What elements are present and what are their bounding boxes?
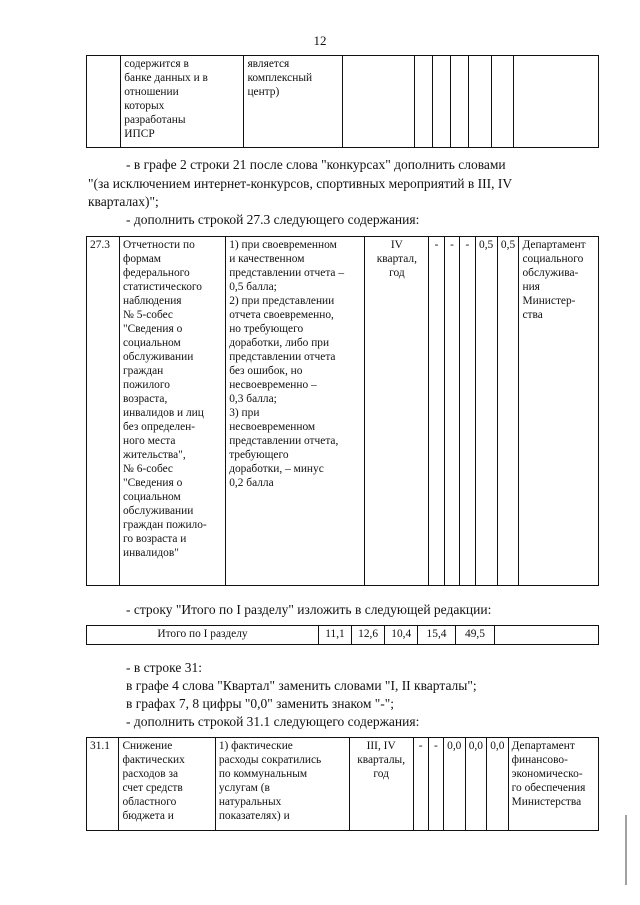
table-row xyxy=(87,237,599,586)
period: IV квартал, год xyxy=(365,237,429,586)
total-value: 12,6 xyxy=(352,626,385,645)
indicator-name: Снижение фактических расходов за счет средств областного бюджета и xyxy=(119,738,215,831)
paragraph-line: кварталах)"; xyxy=(88,194,159,209)
indicator-criteria: 1) при своевременном и качественном представлении отчета – 0,5 балла; 2) при представлении отчета своевременно, но требующего доработки, либо при представлении отчета без ошибок, но несвоевременно – 0,3 балла; 3) при несвоевременном представлении отчета, требующего доработки, – минус 0,2 балла xyxy=(226,237,365,586)
paragraph-line: - в строке 31: xyxy=(126,660,203,675)
cell-description: содержится в банке данных и в отношении которых разработаны ИПСР xyxy=(121,56,244,148)
paragraph-line: - строку "Итого по I разделу" изложить в следующей редакции: xyxy=(126,602,492,617)
value-cell: 0,5 xyxy=(497,237,519,586)
paragraph-line: - дополнить строкой 31.1 следующего содержания: xyxy=(126,714,420,729)
value-cell: 0,0 xyxy=(487,738,509,831)
table-row-27-3 xyxy=(86,236,599,586)
value-cell: - xyxy=(428,738,443,831)
paragraph-line: - дополнить строкой 27.3 следующего содержания: xyxy=(126,212,420,227)
scan-edge-mark xyxy=(625,815,627,885)
paragraph-line: в графе 4 слова "Квартал" заменить словами "I, II кварталы"; xyxy=(126,678,477,693)
department: Департамент социального обслужива- ния Министер- ства xyxy=(519,237,599,586)
table-row xyxy=(87,738,599,831)
value-cell: - xyxy=(460,237,475,586)
total-value: 15,4 xyxy=(418,626,455,645)
total-value: 49,5 xyxy=(455,626,495,645)
row-number: 31.1 xyxy=(87,738,119,831)
paragraph-line: в графах 7, 8 цифры "0,0" заменить знаком "-"; xyxy=(126,696,395,711)
table-row xyxy=(87,626,599,645)
indicator-criteria: 1) фактические расходы сократились по коммунальным услугам (в натуральных показателях) и xyxy=(215,738,349,831)
table-row-31-1 xyxy=(86,737,599,831)
page-number: 12 xyxy=(313,33,327,48)
paragraph-line: "(за исключением интернет-конкурсов, спортивных мероприятий в III, IV xyxy=(88,176,513,191)
table-itogo xyxy=(86,625,599,645)
value-cell: 0,0 xyxy=(444,738,466,831)
value-cell: - xyxy=(444,237,459,586)
indicator-name: Отчетности по формам федерального статистического наблюдения № 5-собес "Сведения о социальном обслуживании граждан пожилого возраста, инвалидов и лиц без определен- ного места жительства", № 6-собес "Сведения о социальном обслуживании граждан пожило- го возраста и инвалидов" xyxy=(119,237,225,586)
value-cell: - xyxy=(413,738,428,831)
total-value: 10,4 xyxy=(385,626,418,645)
paragraph-line: - в графе 2 строки 21 после слова "конкурсах" дополнить словами xyxy=(126,157,506,172)
period: III, IV кварталы, год xyxy=(349,738,413,831)
value-cell: 0,5 xyxy=(475,237,497,586)
row-number: 27.3 xyxy=(87,237,120,586)
value-cell: 0,0 xyxy=(465,738,487,831)
table-continuation xyxy=(86,55,599,148)
total-label: Итого по I разделу xyxy=(87,626,319,645)
cell-criteria: является комплексный центр) xyxy=(244,56,343,148)
value-cell: - xyxy=(429,237,444,586)
department: Департамент финансово- экономическо- го обеспечения Министерства xyxy=(508,738,598,831)
total-value: 11,1 xyxy=(318,626,351,645)
